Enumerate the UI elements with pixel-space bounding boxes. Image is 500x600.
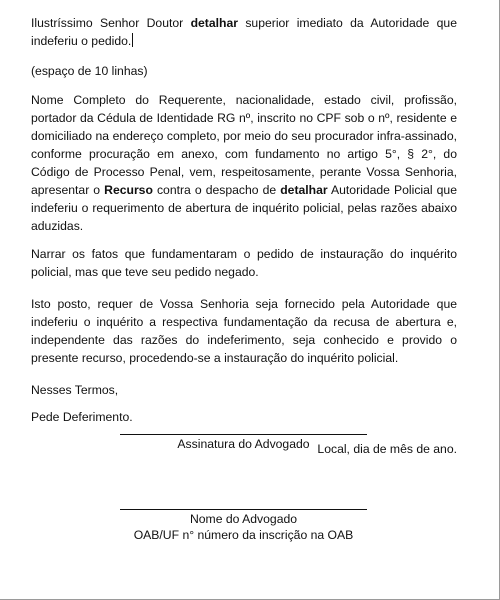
closing-request: Pede Deferimento. (31, 410, 133, 424)
closing-terms: Nesses Termos, (31, 383, 119, 397)
intro-text-3: Autoridade Policial que indeferiu o requerimento de abertura de inquérito policial, pelas razões abaixo aduzidas. (31, 183, 457, 233)
signature-label: Assinatura do Advogado (177, 437, 310, 451)
intro-text-1: Nome Completo do Requerente, nacionalidade, estado civil, profissão, portador da Cédula de Identidade RG nº, inscrito no CPF sob o nº, residente e domiciliado na endereço completo, por meio do seu procurador infra-assinado, conforme procuração em anexo, com fundamento no artigo 5°, § 2°, do Código de Processo Penal, vem, respeitosamente, perante Vossa Senhoria, apresentar o (31, 93, 457, 197)
address-paragraph (31, 14, 457, 50)
intro-text-2: contra o despacho de (152, 183, 281, 197)
address-bold-placeholder: detalhar (190, 16, 238, 30)
signature-line (120, 434, 367, 435)
address-text-start: Ilustríssimo Senhor Doutor (31, 16, 191, 30)
intro-bold-placeholder: detalhar (280, 183, 328, 197)
signature-block (120, 434, 367, 452)
lawyer-name: Nome do Advogado (189, 512, 298, 526)
document-body (31, 14, 457, 458)
lawyer-oab: OAB/UF n° número da inscrição na OAB (133, 528, 354, 542)
space-note: (espaço de 10 linhas) (31, 64, 148, 78)
place-date: Local, dia de mês de ano. (317, 442, 457, 456)
text-cursor (132, 33, 133, 47)
facts-paragraph: Narrar os fatos que fundamentaram o pedido de instauração do inquérito policial, mas que teve seu pedido negado. (31, 247, 457, 279)
intro-bold-recurso: Recurso (104, 183, 153, 197)
request-paragraph: Isto posto, requer de Vossa Senhoria seja fornecido pela Autoridade que indeferiu o inquérito a respectiva fundamentação da recusa de abertura e, independente das razões do indeferimento, seja conhecido e provido o presente recurso, procedendo-se a instauração do inquérito policial. (31, 297, 457, 365)
address-text-end: superior imediato da Autoridade que indeferiu o pedido. (31, 16, 457, 48)
lawyer-signature-line (120, 509, 367, 510)
intro-paragraph (31, 91, 457, 235)
lawyer-block (120, 509, 367, 543)
